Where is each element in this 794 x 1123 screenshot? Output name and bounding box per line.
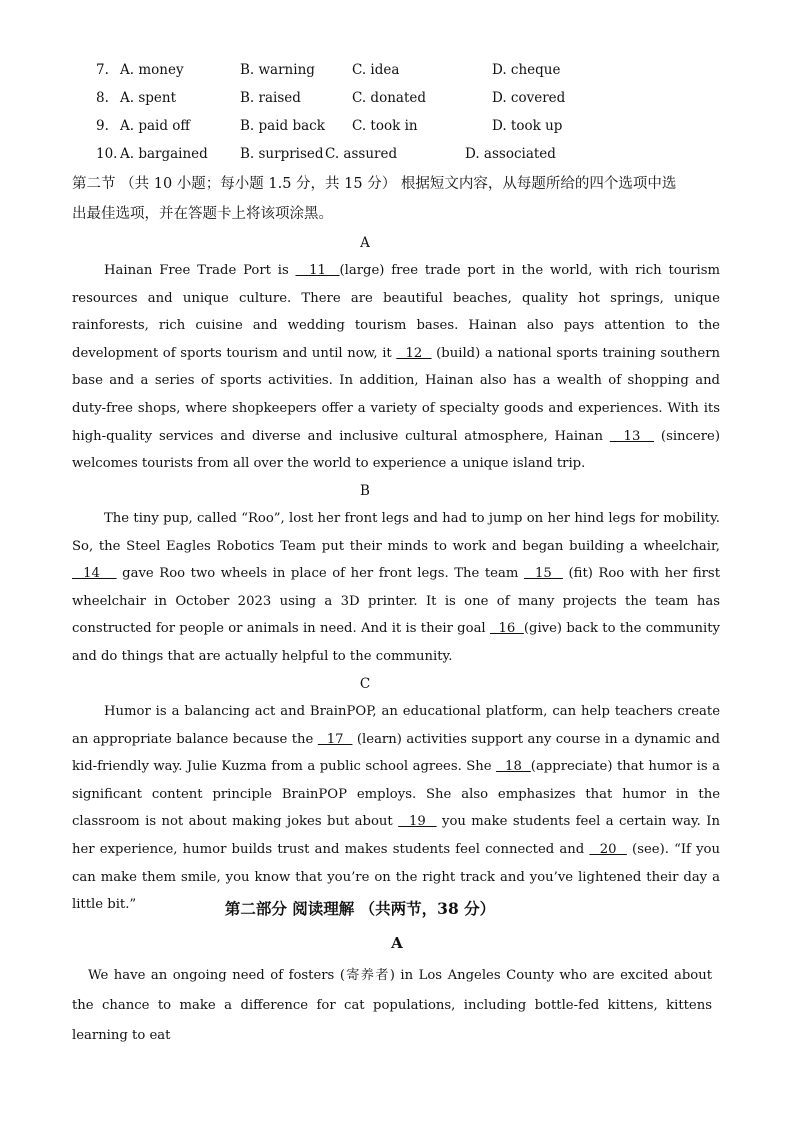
passage-label-a: A <box>360 235 370 251</box>
blank-13: 13 <box>609 428 655 444</box>
section-label-a: A <box>391 934 403 952</box>
passage-text: We have an ongoing need of fosters (寄养者) in Los Angeles County who are excited about the chance to make a difference for cat populations, including bottle-fed kittens, kittens learning to eat <box>72 968 712 1043</box>
passage-text: (large) free trade port in the world, with rich tourism resources and unique culture. There are beautiful beaches, quality hot springs, unique rainforests, rich cuisine and wedding tourism bases. Hainan also pays attention to the development of sports tourism and until now, it <box>72 263 720 361</box>
blank-14: 14 <box>72 566 117 582</box>
passage-text: (see). “If you can make them smile, you know that you’re on the right track and you’ve lightened their day a little bit.” <box>72 841 720 913</box>
section-instructions-line1: 第二节 （共 10 小题；每小题 1.5 分，共 15 分） 根据短文内容，从每题所给的四个选项中选 <box>72 176 677 192</box>
option-a: A. paid off <box>120 118 190 134</box>
question-number: 8. <box>96 90 109 106</box>
passage-label-b: B <box>360 483 370 499</box>
passage-text: (appreciate) that humor is a significant content principle BrainPOP employs. She also emphasizes that humor in the classroom is not about making jokes but about <box>72 759 720 830</box>
blank-17: 17 <box>317 731 353 747</box>
option-c: C. donated <box>352 90 426 106</box>
option-b: B. warning <box>240 62 315 78</box>
option-b: B. raised <box>240 90 301 106</box>
option-d: D. took up <box>492 118 563 134</box>
blank-16: 16 <box>489 621 524 637</box>
option-d: D. associated <box>465 146 556 162</box>
passage-b <box>72 505 720 671</box>
option-a: A. bargained <box>120 146 208 162</box>
passage-text: (build) a national sports training southern base and a series of sports activities. In addition, Hainan also has a wealth of shopping and duty-free shops, where shopkeepers offer a variety of specialty goods and experiences. With its high-quality services and diverse and inclusive cultural atmosphere, Hainan <box>72 345 720 444</box>
option-a: A. spent <box>120 90 177 106</box>
option-c: C. assured <box>325 146 398 162</box>
option-c: C. idea <box>352 62 400 78</box>
blank-12: 12 <box>396 345 432 361</box>
option-b: B. paid back <box>240 118 325 134</box>
passage-a <box>72 257 720 478</box>
reading-passage-a <box>72 961 712 1051</box>
blank-18: 18 <box>496 759 531 775</box>
question-number: 9. <box>96 118 109 134</box>
option-a: A. money <box>120 62 184 78</box>
section-instructions-line2: 出最佳选项，并在答题卡上将该项涂黑。 <box>72 206 333 222</box>
option-b: B. surprised <box>240 146 324 162</box>
blank-15: 15 <box>523 566 563 582</box>
option-d: D. cheque <box>492 62 561 78</box>
passage-text: Humor is a balancing act and BrainPOP, an educational platform, can help teachers create an appropriate balance because the <box>72 704 720 747</box>
passage-text: you make students feel a certain way. In her experience, humor builds trust and makes students feel connected and <box>72 814 720 857</box>
passage-text: (give) back to the community and do things that are actually helpful to the community. <box>72 621 720 664</box>
passage-text: (sincere) welcomes tourists from all over the world to experience a unique island trip. <box>72 428 720 472</box>
blank-20: 20 <box>589 841 627 857</box>
option-c: C. took in <box>352 118 418 134</box>
passage-text: The tiny pup, called “Roo”, lost her front legs and had to jump on her hind legs for mobility. So, the Steel Eagles Robotics Team put their minds to work and began building a wheelchair, <box>72 511 720 554</box>
blank-11: 11 <box>295 263 340 278</box>
option-d: D. covered <box>492 90 566 106</box>
question-number: 7. <box>96 62 109 78</box>
question-number: 10. <box>96 146 118 162</box>
passage-c <box>72 698 720 919</box>
part-title: 第二部分 阅读理解 （共两节，38 分） <box>224 899 496 918</box>
passage-label-c: C <box>359 676 371 692</box>
passage-text: Hainan Free Trade Port is <box>104 263 296 278</box>
passage-text: (fit) Roo with her first wheelchair in October 2023 using a 3D printer. It is one of many projects the team has constructed for people or animals in need. And it is their goal <box>72 566 720 637</box>
blank-19: 19 <box>398 814 437 830</box>
passage-text: gave Roo two wheels in place of her front legs. The team <box>116 566 524 582</box>
passage-text: (learn) activities support any course in a dynamic and kid-friendly way. Julie Kuzma from a public school agrees. She <box>72 731 720 775</box>
